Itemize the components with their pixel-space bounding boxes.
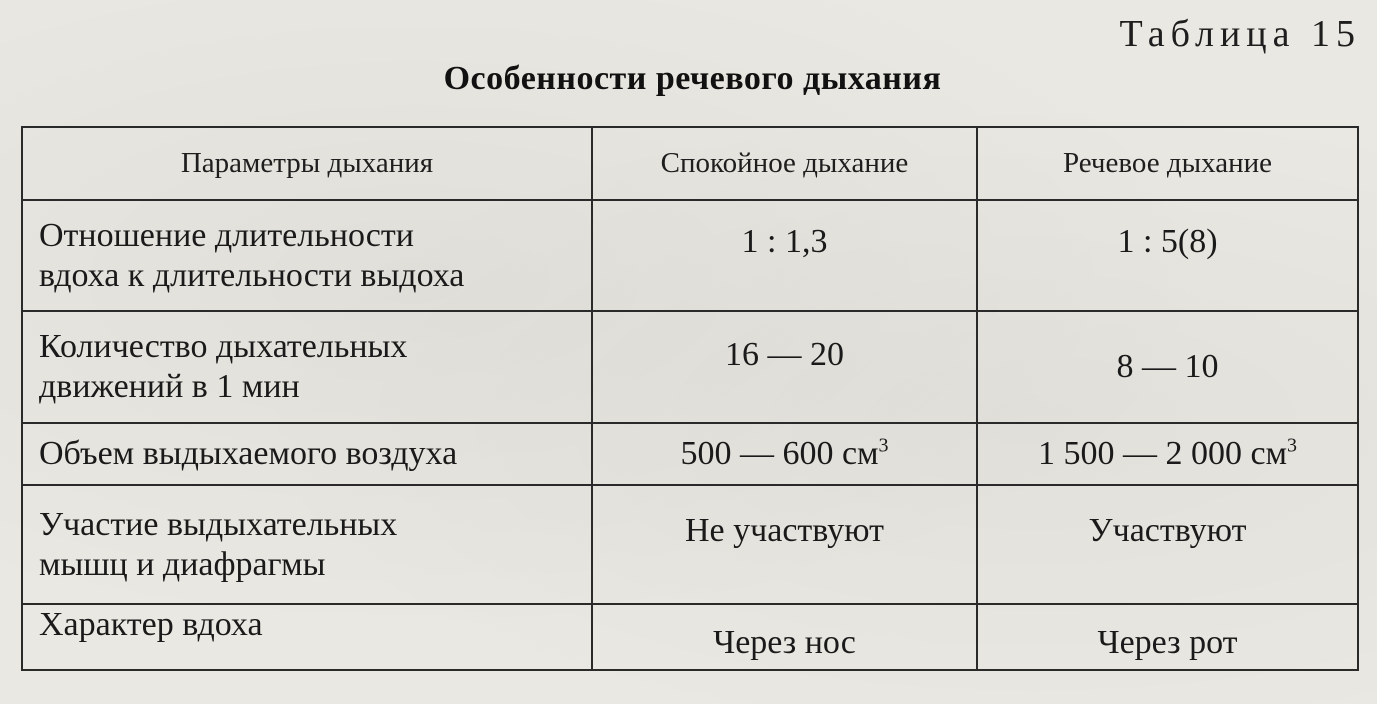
calm-value: 500 — 600 см — [680, 435, 879, 472]
speech-unit-exponent: 3 — [1287, 434, 1298, 457]
calm-value: Не участвуют — [685, 511, 884, 549]
speech-cell — [977, 311, 1358, 423]
param-cell — [22, 200, 592, 311]
param-cell — [22, 311, 592, 423]
param-line: мышц и диафрагмы — [39, 545, 326, 583]
param-line: Отношение длительности — [39, 216, 414, 254]
speech-cell — [977, 604, 1358, 670]
table-number: Таблица 15 — [1119, 13, 1361, 55]
table-row — [22, 200, 1358, 311]
breathing-table — [21, 126, 1359, 671]
speech-value: 1 : 5(8) — [1117, 222, 1218, 260]
speech-value: 1 500 — 2 000 см — [1037, 435, 1288, 472]
param-cell — [22, 604, 592, 670]
speech-cell — [977, 423, 1358, 485]
header-params: Параметры дыхания — [22, 127, 592, 200]
calm-value: Через нос — [713, 624, 856, 661]
table-row — [22, 423, 1358, 485]
speech-value: 8 — 10 — [1116, 348, 1219, 385]
calm-cell — [592, 485, 977, 604]
param-cell — [22, 423, 592, 485]
calm-cell — [592, 200, 977, 311]
speech-cell — [977, 485, 1358, 604]
table-row — [22, 604, 1358, 670]
speech-value: Участвуют — [1088, 511, 1247, 549]
param-line: вдоха к длительности выдоха — [39, 256, 465, 294]
calm-cell — [592, 423, 977, 485]
calm-cell — [592, 311, 977, 423]
param-line: Объем выдыхаемого воздуха — [39, 435, 458, 472]
param-line: Участие выдыхательных — [39, 505, 398, 543]
calm-value: 16 — 20 — [725, 336, 844, 373]
param-cell — [22, 485, 592, 604]
table-title: Особенности речевого дыхания — [443, 60, 942, 97]
speech-cell — [977, 200, 1358, 311]
calm-value: 1 : 1,3 — [741, 222, 828, 260]
header-row — [22, 127, 1358, 200]
calm-unit-exponent: 3 — [878, 434, 889, 457]
header-calm: Спокойное дыхание — [592, 127, 977, 200]
calm-cell — [592, 604, 977, 670]
header-speech: Речевое дыхание — [977, 127, 1358, 200]
table-row — [22, 311, 1358, 423]
table-row — [22, 485, 1358, 604]
param-line: движений в 1 мин — [39, 368, 300, 405]
param-line: Характер вдоха — [39, 606, 263, 643]
speech-value: Через рот — [1097, 624, 1238, 661]
param-line: Количество дыхательных — [39, 328, 408, 365]
